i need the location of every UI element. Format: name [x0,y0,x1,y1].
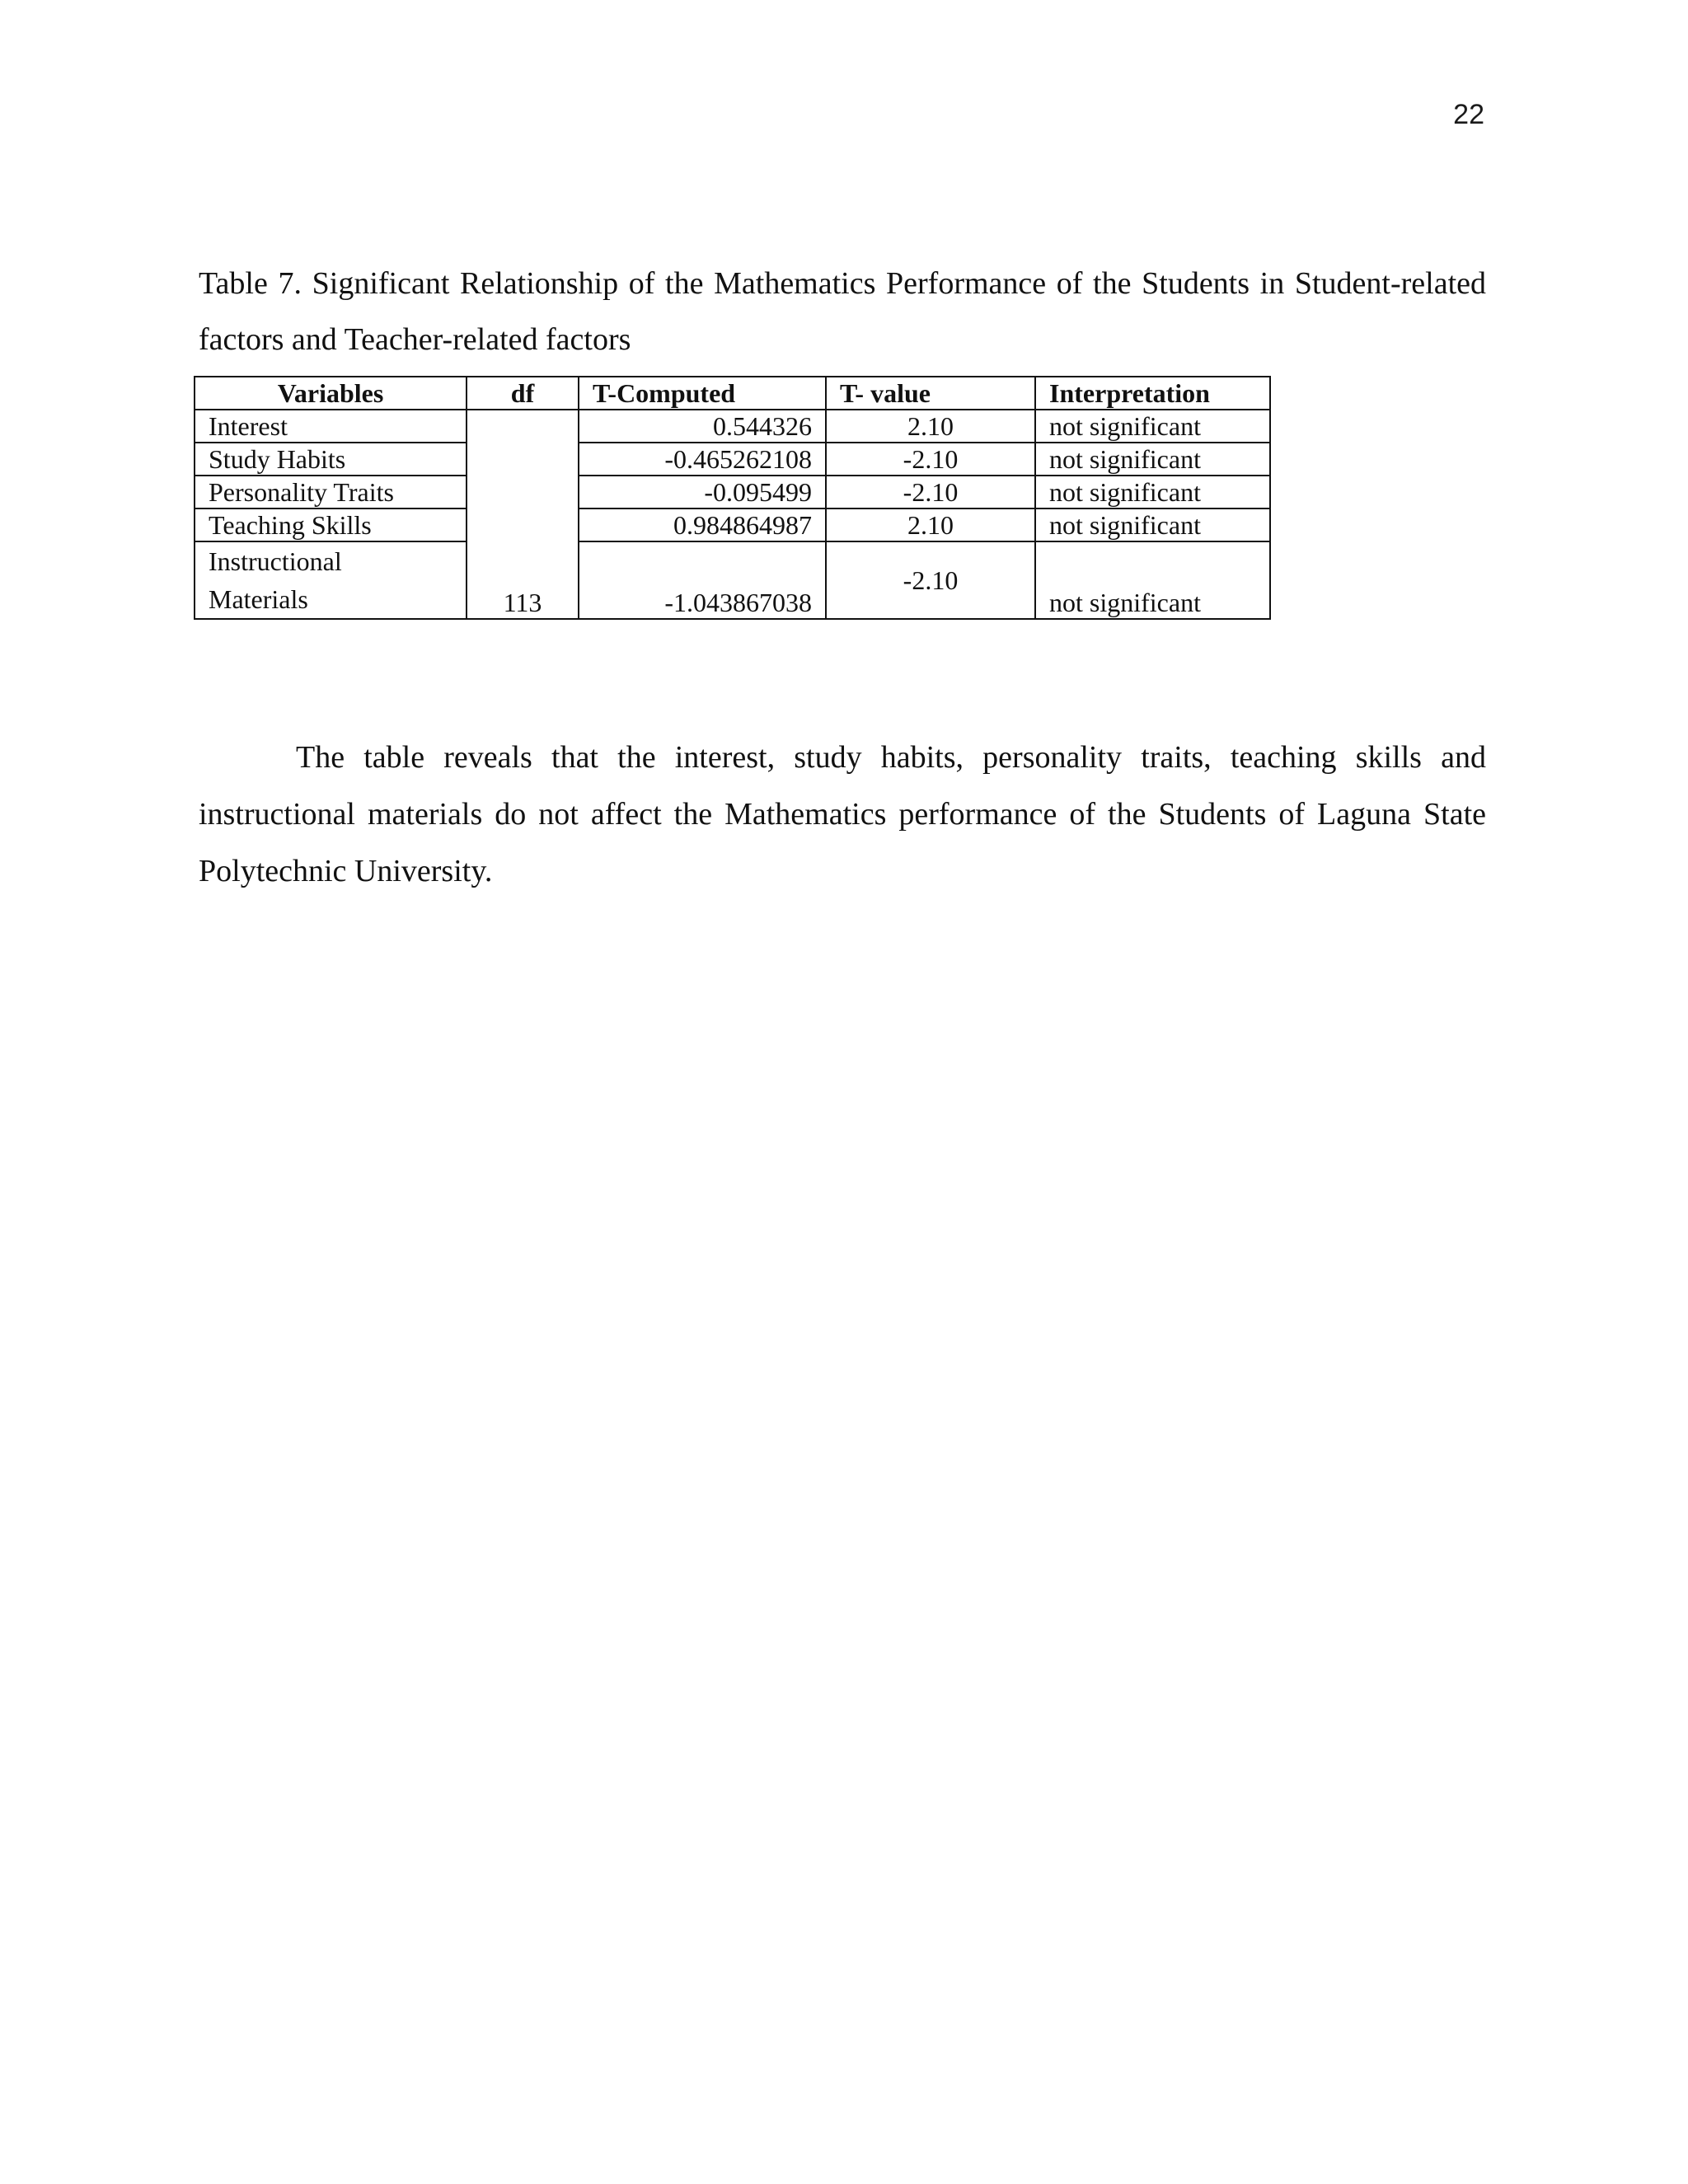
cell-variable: Teaching Skills [195,509,467,541]
table-row [195,476,1270,509]
cell-t-computed: -0.465262108 [579,443,826,476]
cell-variable-line: Materials [209,584,308,614]
table-header-row [195,377,1270,410]
table-row [195,541,1270,619]
cell-t-computed: -0.095499 [579,476,826,509]
cell-variable [195,541,467,619]
cell-t-computed: -1.043867038 [579,541,826,619]
cell-t-value: 2.10 [826,410,1035,443]
page-number: 22 [1453,99,1484,130]
cell-interpretation: not significant [1035,476,1270,509]
cell-t-value: -2.10 [826,443,1035,476]
cell-interpretation: not significant [1035,410,1270,443]
cell-variable: Interest [195,410,467,443]
cell-variable: Study Habits [195,443,467,476]
table-row [195,410,1270,443]
header-df: df [467,377,579,410]
cell-t-value: 2.10 [826,509,1035,541]
cell-interpretation: not significant [1035,541,1270,619]
header-t-value: T- value [826,377,1035,410]
body-paragraph: The table reveals that the interest, study habits, personality traits, teaching skills and instructional materials do not affect the Mathematics performance of the Students of Laguna State Polytechnic University. [199,740,1486,888]
header-interpretation: Interpretation [1035,377,1270,410]
cell-t-computed: 0.544326 [579,410,826,443]
cell-variable-line: Instructional [209,546,342,576]
table-caption: Table 7. Significant Relationship of the Mathematics Performance of the Students in Student-related factors and Teacher-related factors [199,266,1486,357]
cell-interpretation: not significant [1035,443,1270,476]
table-row [195,509,1270,541]
cell-t-computed: 0.984864987 [579,509,826,541]
cell-variable: Personality Traits [195,476,467,509]
table-row [195,443,1270,476]
header-t-computed: T-Computed [579,377,826,410]
results-table [194,376,1271,620]
cell-t-value: -2.10 [826,541,1035,619]
cell-t-value: -2.10 [826,476,1035,509]
cell-interpretation: not significant [1035,509,1270,541]
cell-df: 113 [467,410,579,619]
header-variables: Variables [195,377,467,410]
